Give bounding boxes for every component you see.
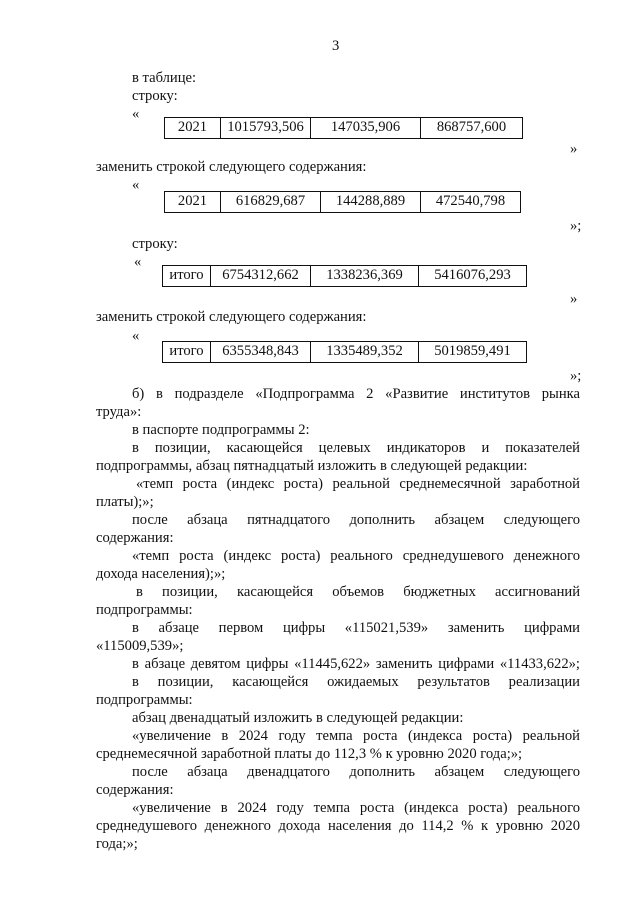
- close-quote: »;: [570, 218, 582, 234]
- paragraph-line: в паспорте подпрограммы 2:: [132, 422, 310, 438]
- paragraph-line: после абзаца пятнадцатого дополнить абзацем следующего: [132, 512, 580, 528]
- paragraph-line: «увеличение в 2024 году темпа роста (индекса роста) реального: [132, 800, 580, 816]
- paragraph-line: в абзаце девятом цифры «11445,622» заменить цифрами «11433,622»;: [132, 656, 580, 672]
- table-row-2021-new: [164, 191, 521, 213]
- table-cell: 2021: [165, 118, 221, 139]
- table-cell: 5416076,293: [419, 266, 527, 287]
- table-cell: 1335489,352: [311, 342, 419, 363]
- text-in-table: в таблице:: [132, 70, 197, 86]
- paragraph-line: в абзаце первом цифры «115021,539» заменить цифрами: [132, 620, 580, 636]
- paragraph-line: после абзаца двенадцатого дополнить абзацем следующего: [132, 764, 580, 780]
- paragraph-line: труда»:: [96, 404, 142, 420]
- table-row: [163, 266, 527, 287]
- table-cell: 147035,906: [311, 118, 421, 139]
- text-replace-with: заменить строкой следующего содержания:: [96, 309, 367, 325]
- text-row-label: строку:: [132, 88, 178, 104]
- open-quote: «: [132, 328, 140, 344]
- table-cell: 6754312,662: [211, 266, 311, 287]
- paragraph-line: в позиции, касающейся объемов бюджетных ассигнований: [136, 584, 580, 600]
- close-quote: »;: [570, 368, 582, 384]
- table-cell: 6355348,843: [211, 342, 311, 363]
- paragraph-line: «115009,539»;: [96, 638, 184, 654]
- table-row-2021-old: [164, 117, 523, 139]
- paragraph-line: абзац двенадцатый изложить в следующей редакции:: [132, 710, 464, 726]
- table-row: [163, 342, 527, 363]
- paragraph-line: года;»;: [96, 836, 138, 852]
- paragraph-line: в позиции, касающейся ожидаемых результатов реализации: [132, 674, 580, 690]
- table-row: [165, 118, 523, 139]
- paragraph-line: платы);»;: [96, 494, 154, 510]
- table-cell: 5019859,491: [419, 342, 527, 363]
- paragraph-line: б) в подразделе «Подпрограмма 2 «Развитие институтов рынка: [132, 386, 580, 402]
- text-row-label: строку:: [132, 236, 178, 252]
- table-row: [165, 192, 521, 213]
- table-cell: 1015793,506: [221, 118, 311, 139]
- table-cell: 144288,889: [321, 192, 421, 213]
- paragraph-line: дохода населения);»;: [96, 566, 226, 582]
- table-cell: итого: [163, 342, 211, 363]
- paragraph-line: подпрограммы:: [96, 692, 193, 708]
- page-number: 3: [332, 38, 340, 54]
- paragraph-line: подпрограммы:: [96, 602, 193, 618]
- paragraph-line: содержания:: [96, 782, 174, 798]
- table-cell: 616829,687: [221, 192, 321, 213]
- table-row-total-old: [162, 265, 527, 287]
- paragraph-line: содержания:: [96, 530, 174, 546]
- table-cell: 1338236,369: [311, 266, 419, 287]
- paragraph-line: в позиции, касающейся целевых индикаторов и показателей: [132, 440, 580, 456]
- table-cell: 868757,600: [421, 118, 523, 139]
- open-quote: «: [134, 254, 142, 270]
- close-quote: »: [570, 141, 578, 157]
- text-replace-with: заменить строкой следующего содержания:: [96, 159, 367, 175]
- close-quote: »: [570, 291, 578, 307]
- paragraph-line: «темп роста (индекс роста) реального среднедушевого денежного: [132, 548, 580, 564]
- table-cell: итого: [163, 266, 211, 287]
- table-cell: 472540,798: [421, 192, 521, 213]
- paragraph-line: среднемесячной заработной платы до 112,3 % к уровню 2020 года;»;: [96, 746, 523, 762]
- paragraph-line: «темп роста (индекс роста) реальной среднемесячной заработной: [136, 476, 580, 492]
- open-quote: «: [132, 177, 140, 193]
- paragraph-line: «увеличение в 2024 году темпа роста (индекса роста) реальной: [132, 728, 580, 744]
- open-quote: «: [132, 106, 140, 122]
- table-cell: 2021: [165, 192, 221, 213]
- table-row-total-new: [162, 341, 527, 363]
- paragraph-line: подпрограммы, абзац пятнадцатый изложить в следующей редакции:: [96, 458, 528, 474]
- paragraph-line: среднедушевого денежного дохода населения до 114,2 % к уровню 2020: [96, 818, 580, 834]
